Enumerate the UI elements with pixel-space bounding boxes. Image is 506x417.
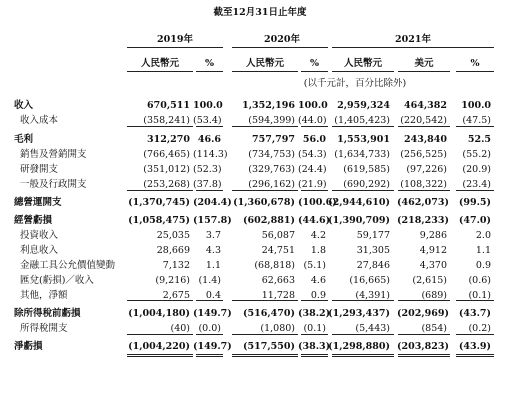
row-cell: (1,004,180): [128, 308, 190, 319]
column-rule: [456, 300, 494, 301]
row-cell: 1.1: [205, 260, 221, 271]
row-cell: (1,405,423): [334, 115, 390, 126]
row-label: 其他，淨額: [20, 290, 68, 301]
row-cell: (218,233): [397, 215, 449, 226]
row-cell: 31,305: [356, 245, 390, 256]
row-cell: (1,390,709): [328, 215, 390, 226]
column-rule: [398, 354, 450, 355]
column-double-rule: [398, 356, 450, 357]
year-2019-rule: [127, 47, 223, 48]
column-rule: [127, 354, 193, 355]
row-label: 金融工具公允價值變動: [20, 260, 116, 271]
column-rule: [301, 300, 328, 301]
row-cell: (516,470): [243, 308, 295, 319]
currency-rule-6: [398, 71, 450, 72]
column-rule: [232, 190, 298, 191]
row-cell: (1,298,880): [328, 341, 390, 352]
row-cell: 56.0: [302, 134, 326, 145]
row-label: 一般及行政開支: [20, 179, 87, 190]
row-cell: (53.4): [193, 115, 222, 126]
row-cell: (24.4): [298, 164, 327, 175]
row-cell: (0.0): [198, 323, 221, 334]
row-cell: (37.8): [193, 179, 222, 190]
column-rule: [398, 190, 450, 191]
year-2021-heading: 2021年: [395, 34, 431, 45]
row-cell: 59,177: [356, 230, 390, 241]
row-cell: (204.4): [193, 197, 232, 208]
row-cell: (114.3): [193, 149, 228, 160]
row-cell: (296,162): [248, 179, 295, 190]
row-cell: (202,969): [397, 308, 449, 319]
row-cell: 1,352,196: [242, 100, 295, 111]
currency-header-2: %: [204, 58, 215, 69]
column-rule: [232, 126, 298, 127]
year-2019-heading: 2019年: [157, 34, 193, 45]
column-rule: [398, 300, 450, 301]
row-cell: (44.0): [298, 115, 327, 126]
row-cell: (40): [170, 323, 190, 334]
column-double-rule: [232, 356, 298, 357]
currency-header-6: 美元: [414, 58, 434, 69]
currency-header-4: %: [309, 58, 320, 69]
row-cell: 464,382: [404, 100, 447, 111]
row-cell: 27,846: [356, 260, 390, 271]
row-cell: (1,370,745): [128, 197, 190, 208]
row-cell: (38.3): [298, 341, 331, 352]
row-label: 投資收入: [20, 230, 59, 241]
row-cell: 312,270: [147, 134, 190, 145]
year-2021-rule: [332, 47, 494, 48]
column-rule: [127, 300, 193, 301]
row-cell: 2.0: [475, 230, 491, 241]
column-rule: [332, 190, 394, 191]
row-cell: (149.7): [193, 341, 232, 352]
row-cell: (43.7): [458, 308, 491, 319]
row-cell: (4,391): [355, 290, 390, 301]
row-cell: (766,465): [143, 149, 190, 160]
column-rule: [127, 126, 193, 127]
row-cell: (21.9): [298, 179, 327, 190]
row-cell: 100.0: [193, 100, 223, 111]
unit-note: (以千元計，百分比除外): [303, 78, 407, 89]
row-cell: 52.5: [467, 134, 491, 145]
row-cell: (157.8): [193, 215, 232, 226]
column-rule: [196, 354, 223, 355]
row-cell: 4.6: [310, 275, 326, 286]
row-cell: 3.7: [205, 230, 221, 241]
row-cell: 243,840: [404, 134, 447, 145]
row-cell: (5.1): [303, 260, 326, 271]
column-rule: [398, 334, 450, 335]
row-cell: (0.6): [468, 275, 491, 286]
row-cell: 0.4: [205, 290, 221, 301]
row-label: 研發開支: [20, 164, 59, 175]
currency-header-7: %: [470, 58, 480, 69]
row-cell: 4.3: [205, 245, 221, 256]
row-cell: (220,542): [400, 115, 447, 126]
row-cell: (1,058,475): [128, 215, 190, 226]
column-rule: [232, 300, 298, 301]
column-rule: [456, 334, 494, 335]
row-cell: 1.8: [310, 245, 326, 256]
currency-rule-7: [456, 71, 494, 72]
row-cell: (20.9): [462, 164, 491, 175]
column-rule: [398, 126, 450, 127]
row-cell: 56,087: [261, 230, 295, 241]
row-cell: 4.2: [310, 230, 326, 241]
row-cell: (0.1): [303, 323, 326, 334]
column-double-rule: [127, 356, 193, 357]
row-cell: (1,293,437): [328, 308, 390, 319]
row-cell: (38.2): [298, 308, 331, 319]
currency-header-1: 人民幣元: [140, 58, 179, 69]
row-cell: (619,585): [343, 164, 390, 175]
column-rule: [456, 126, 494, 127]
row-label: 經營虧損: [14, 215, 53, 226]
column-rule: [332, 354, 394, 355]
row-cell: (54.3): [298, 149, 327, 160]
row-cell: (734,753): [248, 149, 295, 160]
row-cell: 757,797: [252, 134, 295, 145]
column-double-rule: [456, 356, 494, 357]
column-rule: [456, 190, 494, 191]
column-rule: [332, 300, 394, 301]
row-cell: (100.6): [298, 197, 337, 208]
row-cell: 1.1: [475, 245, 491, 256]
row-cell: (97,226): [406, 164, 447, 175]
row-cell: (602,881): [243, 215, 295, 226]
row-cell: (16,665): [349, 275, 390, 286]
row-cell: (23.4): [462, 179, 491, 190]
row-cell: (203,823): [397, 341, 449, 352]
row-cell: 11,728: [261, 290, 295, 301]
row-cell: (2,615): [412, 275, 447, 286]
currency-rule-3: [232, 71, 298, 72]
row-cell: (462,073): [397, 197, 449, 208]
column-rule: [127, 190, 193, 191]
row-label: 匯兌(虧損)／收入: [20, 275, 94, 286]
row-cell: 24,751: [261, 245, 295, 256]
row-cell: (68,818): [254, 260, 295, 271]
row-cell: (55.2): [462, 149, 491, 160]
row-cell: 100.0: [461, 100, 491, 111]
row-cell: (689): [421, 290, 447, 301]
column-rule: [332, 334, 394, 335]
row-cell: 7,132: [162, 260, 190, 271]
row-cell: (9,216): [155, 275, 190, 286]
row-cell: 1,553,901: [337, 134, 390, 145]
row-cell: 4,912: [419, 245, 447, 256]
column-rule: [127, 334, 193, 335]
column-double-rule: [332, 356, 394, 357]
row-cell: (43.9): [458, 341, 491, 352]
column-rule: [232, 334, 298, 335]
row-cell: (253,268): [143, 179, 190, 190]
row-cell: (1,634,733): [334, 149, 390, 160]
row-cell: 25,035: [156, 230, 190, 241]
row-cell: 62,663: [261, 275, 295, 286]
currency-header-5: 人民幣元: [343, 58, 382, 69]
row-label: 利息收入: [20, 245, 59, 256]
row-label: 收入: [14, 100, 34, 111]
column-rule: [196, 190, 223, 191]
row-cell: (149.7): [193, 308, 232, 319]
row-cell: (517,550): [243, 341, 295, 352]
row-cell: (47.0): [458, 215, 491, 226]
row-cell: (854): [421, 323, 447, 334]
row-label: 總營運開支: [14, 197, 62, 208]
year-2020-heading: 2020年: [264, 34, 300, 45]
row-cell: 670,511: [147, 100, 190, 111]
row-label: 毛利: [14, 134, 34, 145]
currency-rule-5: [332, 71, 394, 72]
column-rule: [301, 126, 328, 127]
row-cell: 28,669: [156, 245, 190, 256]
row-label: 除所得稅前虧損: [14, 308, 81, 319]
row-cell: (1,360,678): [233, 197, 295, 208]
column-rule: [196, 300, 223, 301]
year-2020-rule: [232, 47, 328, 48]
column-rule: [301, 190, 328, 191]
row-cell: (0.1): [468, 290, 491, 301]
row-cell: (351,012): [143, 164, 190, 175]
period-heading: 截至12月31日止年度: [213, 7, 307, 18]
row-cell: (1,004,220): [128, 341, 190, 352]
row-cell: (0.2): [468, 323, 491, 334]
column-rule: [332, 126, 394, 127]
column-rule: [301, 354, 328, 355]
row-label: 收入成本: [20, 115, 59, 126]
row-cell: 46.6: [197, 134, 221, 145]
row-cell: (358,241): [143, 115, 190, 126]
row-cell: 9,286: [419, 230, 447, 241]
column-rule: [301, 334, 328, 335]
row-cell: (52.3): [193, 164, 222, 175]
column-rule: [196, 334, 223, 335]
currency-header-3: 人民幣元: [245, 58, 284, 69]
row-label: 所得稅開支: [20, 323, 68, 334]
row-cell: (256,525): [400, 149, 447, 160]
row-label: 銷售及營銷開支: [20, 149, 87, 160]
row-cell: 0.9: [310, 290, 326, 301]
column-rule: [456, 354, 494, 355]
row-cell: 2,675: [162, 290, 190, 301]
currency-rule-2: [196, 71, 223, 72]
row-cell: 4,370: [419, 260, 447, 271]
row-cell: (1,080): [260, 323, 295, 334]
row-cell: (594,399): [248, 115, 295, 126]
column-rule: [232, 354, 298, 355]
row-cell: (1.4): [198, 275, 221, 286]
row-label: 淨虧損: [14, 341, 43, 352]
row-cell: 0.9: [475, 260, 491, 271]
row-cell: 100.0: [298, 100, 328, 111]
row-cell: (47.5): [462, 115, 491, 126]
currency-rule-4: [301, 71, 328, 72]
column-double-rule: [301, 356, 328, 357]
row-cell: (44.6): [298, 215, 331, 226]
row-cell: (2,944,610): [328, 197, 390, 208]
row-cell: (329,763): [248, 164, 295, 175]
row-cell: (5,443): [355, 323, 390, 334]
currency-rule-1: [127, 71, 193, 72]
row-cell: (690,292): [343, 179, 390, 190]
column-rule: [196, 126, 223, 127]
row-cell: (99.5): [458, 197, 491, 208]
row-cell: (108,322): [400, 179, 447, 190]
column-double-rule: [196, 356, 223, 357]
row-cell: 2,959,324: [337, 100, 390, 111]
